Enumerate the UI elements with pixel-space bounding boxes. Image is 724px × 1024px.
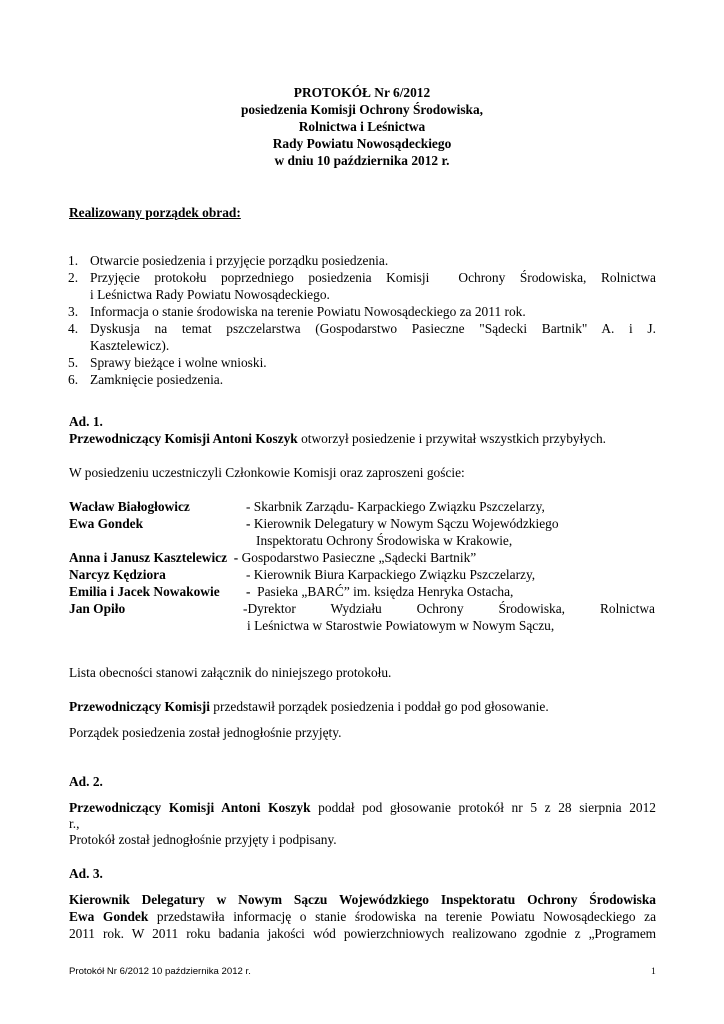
ad2-vote — [69, 799, 656, 816]
guest-role: -Dyrektor Wydziału Ochrony Środowiska, Rolnictwa — [243, 601, 655, 616]
ad3-line-3: 2011 rok. W 2011 roku badania jakości wód powierzchniowych realizowano zgodnie z „Programem — [69, 926, 656, 941]
protocol-date: w dniu 10 października 2012 r. — [274, 153, 450, 168]
ad2-vote-cont: r., — [69, 816, 80, 831]
agenda-item-text: Sprawy bieżące i wolne wnioski. — [90, 355, 267, 370]
attendees-intro: W posiedzeniu uczestniczyli Członkowie Komisji oraz zaproszeni goście: — [69, 465, 465, 480]
protocol-subtitle-line-3: Rady Powiatu Nowosądeckiego — [272, 136, 452, 151]
agenda-item-text: Informacja o stanie środowiska na terenie Powiatu Nowosądeckiego za 2011 rok. — [90, 304, 526, 319]
guest-role-text: Gospodarstwo Pasieczne „Sądecki Bartnik” — [238, 550, 477, 565]
protocol-subtitle-line-2: Rolnictwa i Leśnictwa — [298, 119, 426, 134]
guest-dash: - — [233, 550, 239, 565]
agenda-item-number: 5. — [68, 355, 79, 370]
guest-name: Wacław Białogłowicz — [69, 499, 190, 514]
guest-role: - Skarbnik Zarządu- Karpackiego Związku Pszczelarzy, — [246, 499, 545, 514]
agenda-item-text-cont: i Leśnictwa Rady Powiatu Nowosądeckiego. — [90, 287, 330, 302]
guest-name: Jan Opiło — [69, 601, 126, 616]
ad3-heading: Ad. 3. — [69, 866, 103, 881]
ad1-heading: Ad. 1. — [69, 414, 103, 429]
guest-role-cont: i Leśnictwa w Starostwie Powiatowym w Nowym Sączu, — [247, 618, 555, 633]
ad3-speaker-name: Ewa Gondek — [69, 909, 149, 924]
agenda-item-text: Otwarcie posiedzenia i przyjęcie porządku posiedzenia. — [90, 253, 389, 268]
ad1-chair-name: Przewodniczący Komisji Antoni Koszyk — [69, 431, 298, 446]
attendance-note: Lista obecności stanowi załącznik do niniejszego protokołu. — [69, 665, 392, 680]
ad3-line-2-text: przedstawiła informację o stanie środowiska na terenie Powiatu Nowosądeckiego za — [148, 909, 657, 924]
agenda-vote-text: przedstawił porządek posiedzenia i poddał go pod głosowanie. — [209, 699, 549, 714]
guest-role: - Kierownik Biura Karpackiego Związku Pszczelarzy, — [246, 567, 536, 582]
ad2-chair-name: Przewodniczący Komisji Antoni Koszyk — [69, 800, 311, 815]
agenda-item-text: Dyskusja na temat pszczelarstwa (Gospodarstwo Pasieczne "Sądecki Bartnik" A. i J. — [90, 321, 656, 336]
ad2-heading: Ad. 2. — [69, 774, 103, 789]
agenda-item-text: Przyjęcie protokołu poprzedniego posiedzenia Komisji Ochrony Środowiska, Rolnictwa — [90, 270, 656, 285]
page-number: 1 — [651, 966, 656, 977]
guest-role — [246, 583, 513, 600]
agenda-vote — [69, 698, 549, 715]
agenda-heading: Realizowany porządek obrad: — [69, 205, 241, 220]
ad2-vote-text: poddał pod głosowanie protokół nr 5 z 28 sierpnia 2012 — [310, 800, 656, 815]
agenda-item-number: 2. — [68, 270, 79, 285]
agenda-vote-chair: Przewodniczący Komisji — [69, 699, 210, 714]
ad1-opening — [69, 430, 606, 447]
guest-name-text: Anna i Janusz Kasztelewicz — [69, 550, 228, 565]
agenda-item-text-cont: Kasztelewicz). — [90, 338, 170, 353]
guest-dash: - — [246, 584, 251, 599]
footer-label: Protokół Nr 6/2012 10 października 2012 r. — [69, 966, 251, 977]
protocol-subtitle-line-1: posiedzenia Komisji Ochrony Środowiska, — [240, 102, 484, 117]
agenda-item-number: 3. — [68, 304, 79, 319]
guest-role-text: Kierownik Delegatury w Nowym Sączu Wojewódzkiego — [250, 516, 559, 531]
agenda-item-number: 4. — [68, 321, 79, 336]
guest-name: Narcyz Kędziora — [69, 567, 166, 582]
ad3-line-1: Kierownik Delegatury w Nowym Sączu Wojewódzkiego Inspektoratu Ochrony Środowiska — [69, 892, 656, 907]
agenda-accepted: Porządek posiedzenia został jednogłośnie przyjęty. — [69, 725, 342, 740]
agenda-item-number: 1. — [68, 253, 79, 268]
guest-role-cont: Inspektoratu Ochrony Środowiska w Krakowie, — [256, 533, 513, 548]
guest-name: Emilia i Jacek Nowakowie — [69, 584, 220, 599]
protocol-title: PROTOKÓŁ Nr 6/2012 — [293, 85, 431, 100]
guest-name: Ewa Gondek — [69, 516, 144, 531]
ad2-accepted: Protokół został jednogłośnie przyjęty i podpisany. — [69, 832, 337, 847]
guest-dash: - — [246, 516, 251, 531]
agenda-item-text: Zamknięcie posiedzenia. — [90, 372, 224, 387]
ad1-opening-text: otworzył posiedzenie i przywitał wszystkich przybyłych. — [297, 431, 607, 446]
guest-role-text: Pasieka „BARĆ” im. księdza Henryka Ostacha, — [250, 584, 514, 599]
agenda-item-number: 6. — [68, 372, 79, 387]
ad3-line-2 — [69, 908, 656, 925]
guest-name — [69, 549, 476, 566]
guest-role — [246, 515, 559, 532]
